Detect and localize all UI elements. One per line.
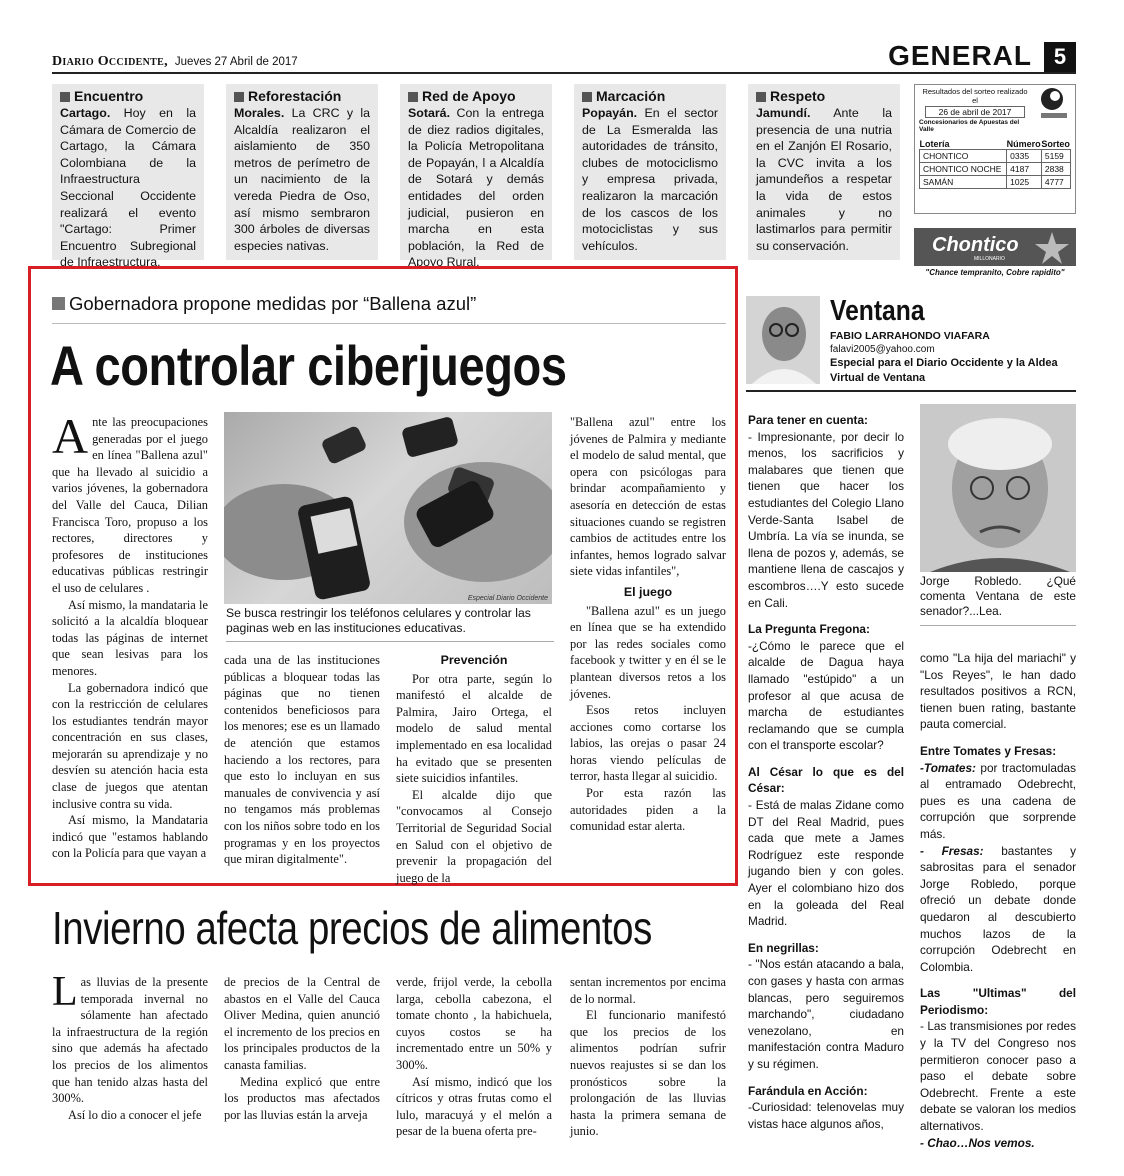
brief-heading: Reforestación <box>248 88 342 104</box>
brief-body: La CRC y la Alcaldía realizaron el aislamiento de 350 metros de perímetro de un nacimiento de la vereda Piedra de Oso, así mismo sembraron 300 árboles de diversas especies nativas. <box>234 106 370 253</box>
paragraph: Así lo dio a conocer el jefe <box>68 1107 202 1122</box>
page-number: 5 <box>1044 42 1076 72</box>
main-col-1 <box>52 408 208 862</box>
item-text: - Las transmisiones por redes y la TV del Congreso nos permitieron conocer paso a paso el debate sobre Odebrecht. Frente a este debate se valoran los medios alternativos. <box>920 1019 1076 1134</box>
paragraph: Medina explicó que entre los productos mas afectados por las lluvias están la arveja <box>224 1074 380 1122</box>
columnist-email: falavi2005@yahoo.com <box>830 344 935 355</box>
item-text: - Está de malas Zidane como DT del Real Madrid, pues cada que mete a James Rodríguez este responde jugando bien y con goles. Ayer el colombiano hizo dos en la goleada del Real Madrid. <box>748 798 904 929</box>
paragraph: verde, frijol verde, la cebolla larga, cebolla cabezona, el tomate chonto , la habichuela, cuyos costos se ha incrementado entre un 50% y 300%. <box>396 975 552 1072</box>
paragraph: cada una de las instituciones públicas a bloquear todas las páginas que no tienen contenidos beneficiosos para los menores; ese es un llamado de atención que estamos haciendo a los rectores, para que esto lo incluyan en sus manuales de convivencia y así no tengamos más problemas con los niños sobre todo en los programas y en los proyectos que miran digitalmente". <box>224 653 380 867</box>
story-kicker <box>52 293 726 324</box>
bullet-square-icon <box>234 92 244 102</box>
ventana-right-col <box>920 650 1076 1151</box>
brief-body: Con la entrega de diez radios digitales, la Policía Metropolitana de Popayán, l a Alcaldía de Sotará y demás entidades del orden judicial, pusieron en marcha en esta población, la Red de Apoyo Rural. <box>408 106 544 270</box>
lottery-draw: 2838 <box>1041 163 1070 176</box>
lottery-row <box>920 176 1071 189</box>
bullet-square-icon <box>60 92 70 102</box>
bullet-square-icon <box>582 92 592 102</box>
brief-lead: Sotará. <box>408 106 451 120</box>
item-label: -Tomates: <box>920 760 976 775</box>
second-col-2 <box>224 974 380 1123</box>
drop-cap: A <box>52 408 89 464</box>
drop-cap: L <box>52 969 78 1015</box>
paragraph: Esos retos incluyen acciones como cortarse los labios, las orejas o pasar 24 horas viendo películas de terror, hasta llegar al suicidio. <box>570 703 726 784</box>
lottery-number: 1025 <box>1007 176 1042 189</box>
item-heading: Entre Tomates y Fresas: <box>920 743 1057 758</box>
main-col-3 <box>396 652 552 886</box>
item-heading: Para tener en cuenta: <box>748 413 868 427</box>
item-heading: Farándula en Acción: <box>748 1083 868 1098</box>
brief-body: Hoy en la Cámara de Comercio de Cartago, la Cámara Colombiana de la Infraestructura Seccional Occidente realizará el evento "Cartago: Primer Encuentro Subregional de Infraestructura. <box>60 106 196 270</box>
item-text: por tractomuladas al entramado Odebrecht, pues es una cadena de corrupción que sorprende más. <box>920 760 1076 841</box>
brief-heading: Encuentro <box>74 88 144 104</box>
item-heading: Al César lo que es del César: <box>748 764 904 796</box>
ad-slogan: "Chance tempranito, Cobre rapidito" <box>914 266 1076 280</box>
paragraph: Por esta razón las autoridades piden a la comunidad estar alerta. <box>570 786 726 834</box>
page-header <box>52 40 1076 74</box>
main-col-2 <box>224 652 380 868</box>
brief-lead: Popayán. <box>582 106 638 120</box>
bullet-square-icon <box>756 92 766 102</box>
paragraph: "Ballena azul" es un juego en línea que se ha extendido por las redes sociales como facebook y twitter y en él se le plantean diversos retos a los jóvenes. <box>570 603 726 701</box>
brief-body: En el sector de La Esmeralda las autoridades de tránsito, clubes de motociclismo y empresa privada, realizaron la marcación de los cascos de los motociclistas y sus vehículos. <box>582 106 718 253</box>
lottery-row <box>920 163 1071 176</box>
item-heading: La Pregunta Fregona: <box>748 622 870 637</box>
author-photo <box>746 296 820 384</box>
lottery-subtitle: Concesionarios de Apuestas del Valle <box>919 119 1020 133</box>
lottery-logo <box>1039 87 1069 121</box>
subhead-prevencion: Prevención <box>440 653 508 667</box>
paragraph: "Ballena azul" entre los jóvenes de Palmira y mediante el modelo de salud mental, que opera con psicólogas para brindar acompañamiento y asesoría en detección de estas situaciones cuando se registren cambios de actitudes entre los infantes, hemos logrado salvar siete vidas infantiles", <box>570 415 726 579</box>
brief-lead: Jamundí. <box>756 106 811 120</box>
robledo-caption: Jorge Robledo. ¿Qué comenta Ventana de este senador?...Lea. <box>920 574 1076 626</box>
ad-brand: Chontico <box>932 234 1019 256</box>
columnist-name: FABIO LARRAHONDO VIAFARA <box>830 330 990 342</box>
paragraph: nte las preocupaciones generadas por el juego en línea "Ballena azul" que ha llevado al suicidio a varios jóvenes, la gobernadora del Valle del Cauca, Dilian Francisca Toro, propuso a los rectores, directores y profesores de instituciones educativas públicas restringir el uso de celulares . <box>52 415 208 595</box>
brief-heading: Respeto <box>770 88 826 104</box>
lottery-draw: 4777 <box>1041 176 1070 189</box>
item-text: bastantes y sabrositas para el senador Jorge Robledo, porque ofreció un debate donde quedaron al descubierto muchos lazos de la corrupción Odebrecht en Colombia. <box>920 843 1076 974</box>
item-heading: Las "Ultimas" del Periodismo: <box>920 986 1076 1017</box>
lottery-row <box>920 150 1071 163</box>
item-text: -Curiosidad: telenovelas muy vistas hace algunos años, <box>748 1100 904 1131</box>
lottery-col-header: Lotería <box>919 139 950 149</box>
item-text: como "La hija del mariachi" y "Los Reyes", le han dado resultados positivos a RCN, tienen buen rating, bastante pauta comercial. <box>920 651 1076 732</box>
star-icon <box>1034 230 1070 266</box>
section-title: GENERAL <box>888 40 1032 71</box>
photo-credit: Especial Diario Occidente <box>467 595 548 602</box>
lottery-title: Resultados del sorteo realizado el <box>922 87 1028 105</box>
paragraph: as lluvias de la presente temporada invernal no sólamente han afectado la infraestructura de la región sino que además ha afectado los precios de los alimentos que han tenido alzas hasta del 300%. <box>52 975 208 1106</box>
item-text: -¿Cómo le parece que el alcalde de Dagua haya llamado "estúpido" a un profesor al que acusa de marcha de estudiantes reclamando que se cumpla con el transporte escolar? <box>748 638 904 753</box>
bullet-square-icon <box>408 92 418 102</box>
brief-encuentro <box>52 84 204 270</box>
brief-heading: Marcación <box>596 88 666 104</box>
brief-marcacion <box>574 84 726 260</box>
brief-lead: Cartago. <box>60 106 111 120</box>
brief-body: Ante la presencia de una nutria en el Zanjón El Rosario, la CVC invita a los jamundeños a respetar la vida de estos animales y no lastimarlos para permitir su conservación. <box>756 106 892 253</box>
brief-lead: Morales. <box>234 106 285 120</box>
ventana-title: Ventana <box>830 295 925 327</box>
second-col-1 <box>52 969 208 1123</box>
main-col-4 <box>570 414 726 835</box>
item-text: - Impresionante, por decir lo menos, los sacrificios y malabares que tienen que tienen que hacer los estudiantes del Colegio Llano Verde-Santa Isabel de Umbría. La vía se inunda, se llena de pozos y, además, se mantiene llena de cascajos y escombros….Y esto sucede en Cali. <box>748 429 904 610</box>
sign-off: - Chao…Nos vemos. <box>920 1135 1035 1150</box>
newspaper-name: Diario Occidente, <box>52 54 168 69</box>
subhead-el-juego: El juego <box>623 584 673 599</box>
paragraph: La gobernadora indicó que con la restricción de celulares los estudiantes tendrán mayor concentración en sus clases, mejorarán su aprendizaje y no desvíen su atención hacia esta clase de juegos que atentan inclusive contra su vida. <box>52 680 208 811</box>
item-label: - Fresas: <box>920 843 984 858</box>
paragraph: de precios de la Central de abastos en el Valle del Cauca Oliver Medina, quien anunció el incremento de los precios en los principales productos de la canasta familias. <box>224 975 380 1072</box>
brief-reforestacion <box>226 84 378 260</box>
paragraph: El funcionario manifestó que los precios de los alimentos podrían sufrir nuevos reajustes si se dan los pronósticos sobre la prolongación de las lluvias hasta la primera semana de junio. <box>570 1008 726 1139</box>
bullet-square-icon <box>52 297 65 310</box>
lottery-col-header: Sorteo <box>1041 139 1070 149</box>
lottery-col-header: Número <box>1006 139 1041 149</box>
paragraph: Por otra parte, según lo manifestó el alcalde de Palmira, Jairo Ortega, el modelo de salud mental implementado en esa localidad ha evitado que se presenten siete suicidios infantiles. <box>396 671 552 786</box>
item-heading: En negrillas: <box>748 940 819 955</box>
phones-photo <box>224 412 552 604</box>
robledo-photo <box>920 404 1076 572</box>
second-col-4 <box>570 974 726 1140</box>
ventana-left-col <box>748 412 904 1132</box>
brief-respeto <box>748 84 900 260</box>
photo-caption: Se busca restringir los teléfonos celulares y controlar las paginas web en las instituciones educativas. <box>226 606 554 642</box>
issue-date: Jueves 27 Abril de 2017 <box>174 56 298 68</box>
ventana-header <box>746 294 1076 392</box>
paragraph: sentan incrementos por encima de lo normal. <box>570 975 726 1006</box>
brief-heading: Red de Apoyo <box>422 88 516 104</box>
lottery-date: 26 de abril de 2017 <box>925 106 1025 118</box>
lottery-number: 0335 <box>1007 150 1042 163</box>
paragraph: El alcalde dijo que "convocamos al Consejo Territorial de Seguridad Social en Salud con el objetivo de prevenir la propagación del juego de la <box>396 787 552 885</box>
lottery-number: 4187 <box>1007 163 1042 176</box>
item-text: - "Nos están atacando a bala, con gases y hasta con armas blancas, pero seguiremos marchando", ciudadano venezolano, en manifestación contra Maduro y su régimen. <box>748 957 904 1071</box>
lottery-name: CHONTICO <box>920 150 1007 163</box>
paragraph: Así mismo, indicó que los cítricos y otras frutas como el lulo, maracuyá y el melón a pesar de la buena oferta pre- <box>396 1074 552 1139</box>
ad-brand-small: MILLONARIO <box>974 256 1005 262</box>
second-col-3 <box>396 974 552 1140</box>
columnist-desc: Especial para el Diario Occidente y la Aldea Virtual de Ventana <box>830 357 1058 384</box>
lottery-table <box>919 139 1071 189</box>
story-headline: A controlar ciberjuegos <box>50 334 567 397</box>
kicker-text: Gobernadora propone medidas por “Ballena azul” <box>69 293 477 314</box>
second-headline: Invierno afecta precios de alimentos <box>52 902 652 954</box>
chontico-ad <box>914 228 1076 280</box>
brief-red-de-apoyo <box>400 84 552 270</box>
paragraph: Así mismo, la Mandataria indicó que "estamos hablando con la Policía para que vayan a <box>52 813 208 861</box>
lottery-results-box <box>914 84 1076 214</box>
lottery-draw: 5159 <box>1041 150 1070 163</box>
lottery-name: CHONTICO NOCHE <box>920 163 1007 176</box>
lottery-name: SAMÁN <box>920 176 1007 189</box>
paragraph: Así mismo, la mandataria le solicitó a la alcaldía bloquear todas las páginas de internet que sean lesivas para los menores. <box>52 597 208 678</box>
